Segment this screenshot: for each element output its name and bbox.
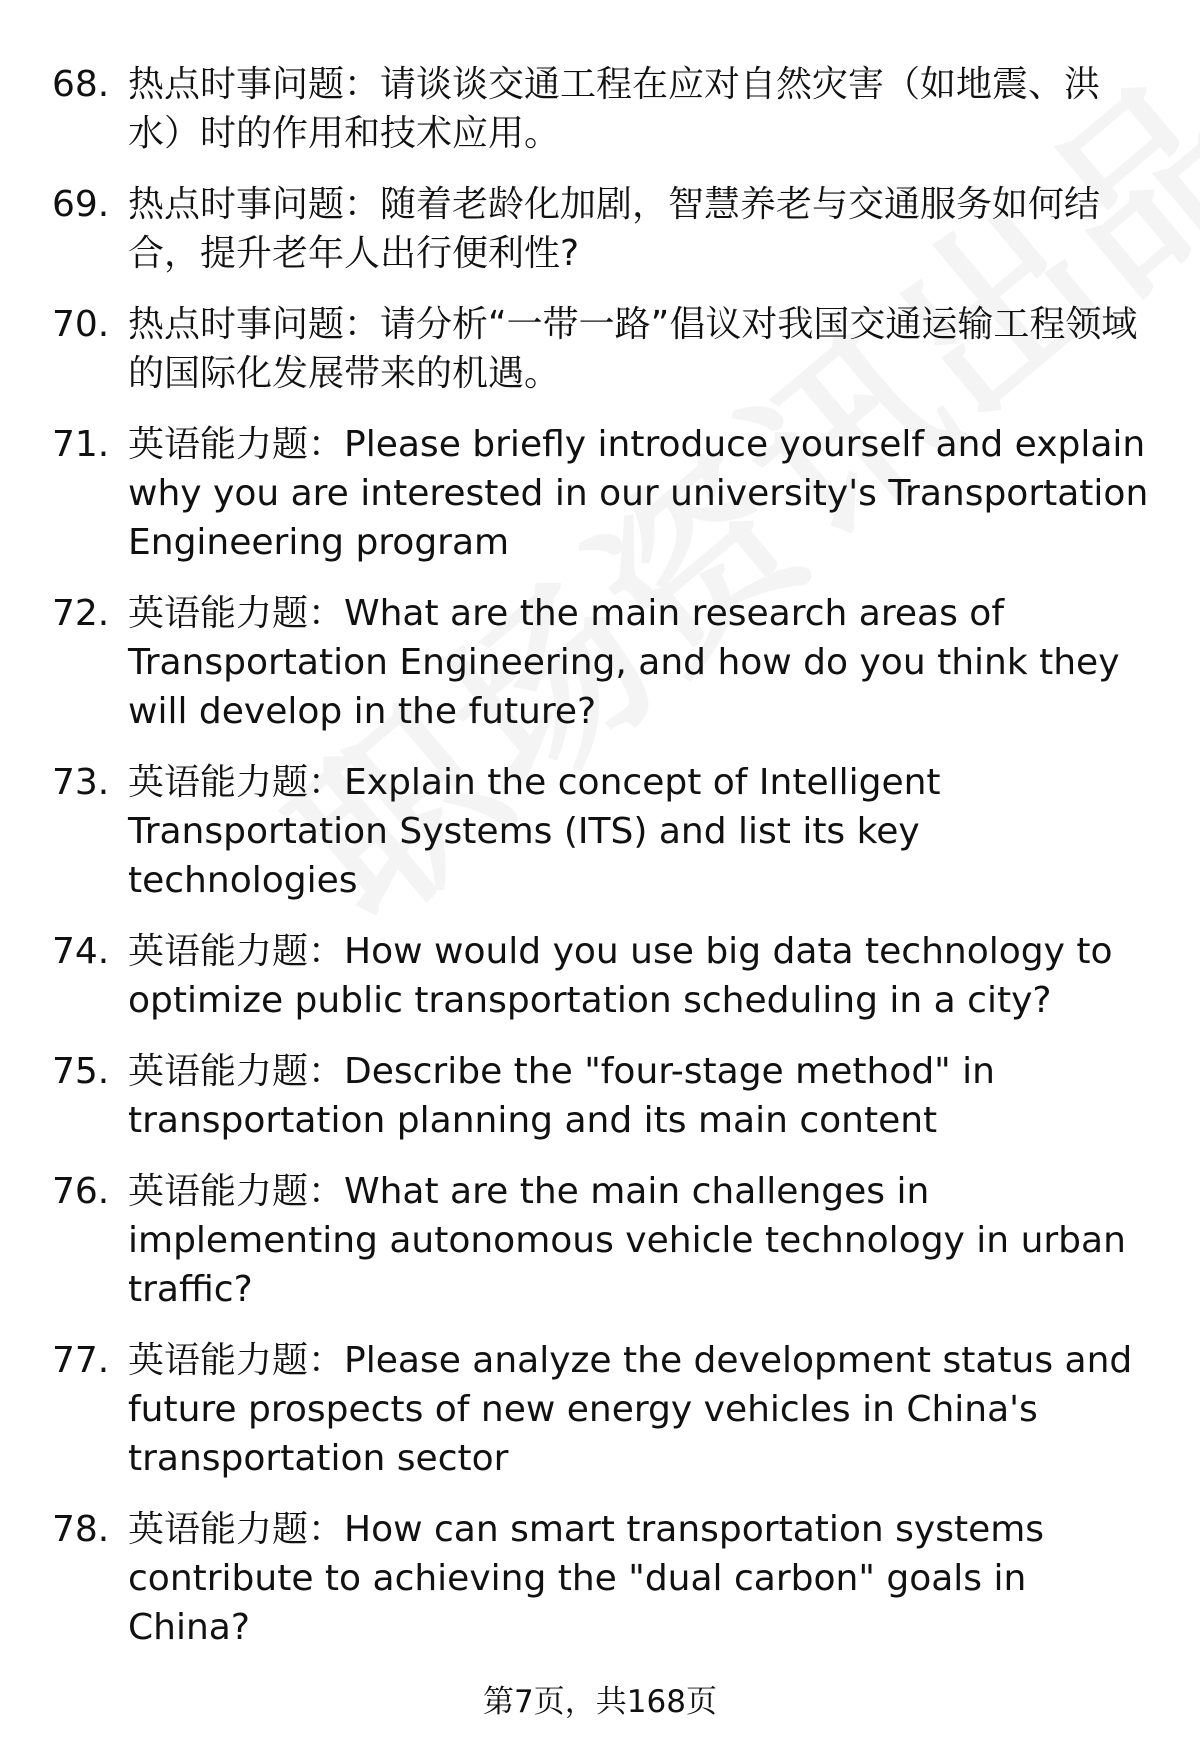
question-text: How would you use big data technology to optimize public transportation scheduling in a city? bbox=[128, 931, 1113, 1021]
question-number: 77. bbox=[52, 1340, 110, 1381]
question-body bbox=[128, 1047, 1152, 1145]
question-category: 热点时事问题： bbox=[128, 304, 381, 345]
question-category: 英语能力题： bbox=[128, 1509, 345, 1550]
question-body bbox=[128, 300, 1152, 398]
question-number: 68. bbox=[52, 64, 110, 105]
question-item bbox=[52, 60, 1152, 158]
question-text: Please briefly introduce yourself and explain why you are interested in our university's Transportation Engineering program bbox=[128, 424, 1149, 563]
question-item bbox=[52, 1505, 1152, 1652]
question-text: Explain the concept of Intelligent Transportation Systems (ITS) and list its key technologies bbox=[128, 762, 941, 901]
question-body bbox=[128, 758, 1152, 905]
question-text: Please analyze the development status and future prospects of new energy vehicles in China's transportation sector bbox=[128, 1340, 1133, 1479]
question-text: 请谈谈交通工程在应对自然灾害（如地震、洪水）时的作用和技术应用。 bbox=[128, 64, 1101, 154]
question-body bbox=[128, 1505, 1152, 1652]
question-category: 英语能力题： bbox=[128, 762, 345, 803]
question-category: 英语能力题： bbox=[128, 1051, 345, 1092]
question-body bbox=[128, 1336, 1152, 1483]
question-item bbox=[52, 1336, 1152, 1483]
question-number: 71. bbox=[52, 424, 110, 465]
question-body bbox=[128, 1167, 1152, 1314]
question-item bbox=[52, 1047, 1152, 1145]
question-item bbox=[52, 420, 1152, 567]
question-category: 英语能力题： bbox=[128, 931, 345, 972]
question-number: 76. bbox=[52, 1171, 110, 1212]
question-category: 热点时事问题： bbox=[128, 184, 381, 225]
question-item bbox=[52, 927, 1152, 1025]
question-number: 74. bbox=[52, 931, 110, 972]
page-footer: 第7页，共168页 bbox=[483, 1684, 717, 1720]
question-body bbox=[128, 589, 1152, 736]
question-body bbox=[128, 60, 1152, 158]
question-body bbox=[128, 420, 1152, 567]
question-text: Describe the "four-stage method" in transportation planning and its main content bbox=[128, 1051, 995, 1141]
question-list bbox=[52, 60, 1152, 1674]
question-number: 72. bbox=[52, 593, 110, 634]
question-category: 英语能力题： bbox=[128, 1340, 345, 1381]
question-category: 热点时事问题： bbox=[128, 64, 381, 105]
question-category: 英语能力题： bbox=[128, 424, 345, 465]
question-text: 请分析“一带一路”倡议对我国交通运输工程领域的国际化发展带来的机遇。 bbox=[128, 304, 1138, 394]
question-number: 73. bbox=[52, 762, 110, 803]
question-item bbox=[52, 758, 1152, 905]
question-body bbox=[128, 180, 1152, 278]
question-item bbox=[52, 180, 1152, 278]
question-text: What are the main challenges in implementing autonomous vehicle technology in urban traffic? bbox=[128, 1171, 1126, 1310]
question-item bbox=[52, 300, 1152, 398]
question-number: 78. bbox=[52, 1509, 110, 1550]
question-item bbox=[52, 589, 1152, 736]
question-text: 随着老龄化加剧，智慧养老与交通服务如何结合，提升老年人出行便利性? bbox=[128, 184, 1101, 274]
question-number: 69. bbox=[52, 184, 110, 225]
question-body bbox=[128, 927, 1152, 1025]
question-category: 英语能力题： bbox=[128, 593, 345, 634]
question-number: 70. bbox=[52, 304, 110, 345]
question-category: 英语能力题： bbox=[128, 1171, 345, 1212]
question-number: 75. bbox=[52, 1051, 110, 1092]
question-text: What are the main research areas of Transportation Engineering, and how do you think they will develop in the future? bbox=[128, 593, 1120, 732]
question-text: How can smart transportation systems contribute to achieving the "dual carbon" goals in China? bbox=[128, 1509, 1045, 1648]
question-item bbox=[52, 1167, 1152, 1314]
